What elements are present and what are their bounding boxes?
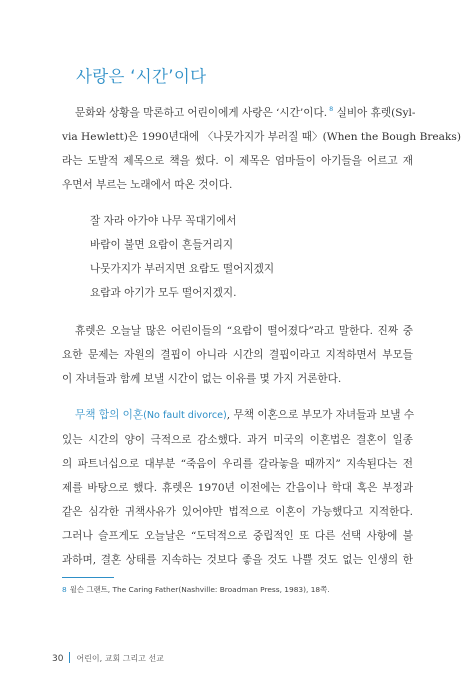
paragraph-line: 같은 심각한 귀책사유가 있어야만 법적으로 이혼이 가능했다고 지적한다. (62, 506, 413, 518)
paragraph-no-fault-divorce (62, 403, 413, 572)
paragraph-line (62, 403, 413, 428)
footnote (62, 584, 330, 595)
paragraph-cradle-fell (62, 319, 413, 391)
poem-line: 나뭇가지가 부러지면 요람도 떨어지겠지 (90, 263, 275, 275)
paragraph-hewlett-intro (62, 97, 461, 197)
lullaby-quote (90, 209, 274, 305)
paragraph-line: 휴렛은 오늘날 많은 어린이들의 “요람이 떨어졌다”라고 말한다. 진짜 중 (75, 325, 413, 337)
footnote-reference[interactable]: 8 (329, 105, 334, 113)
paragraph-line (62, 97, 416, 125)
footer-divider (69, 652, 70, 663)
paragraph-line: 의 파트너십으로 대부분 “죽음이 우리를 갈라놓을 때까지” 지속된다는 전 (62, 458, 413, 470)
text-run: 문화와 상황을 막론하고 어린이에게 사랑은 ‘시간’이다. (75, 107, 328, 119)
page-footer (52, 652, 164, 664)
highlighted-term-english: (No fault divorce) (143, 410, 227, 421)
paragraph-line: 과하며, 결혼 상태를 지속하는 것보다 좋을 것도 나쁠 것도 없는 인생의 한 (62, 554, 413, 566)
paragraph-line: 라는 도발적 제목으로 책을 썼다. 이 제목은 엄마들이 아기들을 어르고 재 (62, 155, 413, 167)
poem-line: 바람이 불면 요람이 흔들거리지 (90, 239, 234, 251)
paragraph-line: 이 자녀들과 함께 보낼 시간이 없는 이유를 몇 가지 거론한다. (62, 373, 342, 385)
footnote-number: 8 (62, 585, 67, 594)
text-run: 실비아 휴렛(Syl- (333, 107, 416, 119)
poem-line: 잘 자라 아가야 나무 꼭대기에서 (90, 215, 237, 227)
section-heading: 사랑은 ‘시간’이다 (76, 67, 207, 86)
footnote-divider (62, 577, 114, 578)
page-number: 30 (52, 654, 64, 664)
paragraph-line: 그러나 슬프게도 오늘날은 “도덕적으로 중립적인 또 다른 선택 사항에 불 (62, 530, 413, 542)
paragraph-line: 제를 바탕으로 했다. 휴렛은 1970년 이전에는 간음이나 학대 혹은 부정과 (62, 482, 413, 494)
highlighted-term: 무책 합의 이혼 (75, 409, 144, 421)
paragraph-line: 요한 문제는 자원의 결핍이 아니라 시간의 결핍이라고 지적하면서 부모들 (62, 349, 413, 361)
running-title: 어린이, 교회 그리고 선교 (76, 654, 164, 663)
paragraph-line: via Hewlett)은 1990년대에 〈나뭇가지가 부러질 때〉(When the Bough Breaks) (62, 131, 461, 143)
poem-line: 요람과 아기가 모두 떨어지겠지. (90, 287, 237, 299)
paragraph-line: 있는 시간의 양이 극적으로 감소했다. 과거 미국의 이혼법은 결혼이 일종 (62, 434, 413, 446)
footnote-text: 윌슨 그랜트, The Caring Father(Nashville: Broadman Press, 1983), 18쪽. (69, 585, 330, 594)
text-run: , 무책 이혼으로 부모가 자녀들과 보낼 수 (226, 409, 415, 421)
paragraph-line: 우면서 부르는 노래에서 따온 것이다. (62, 179, 233, 191)
